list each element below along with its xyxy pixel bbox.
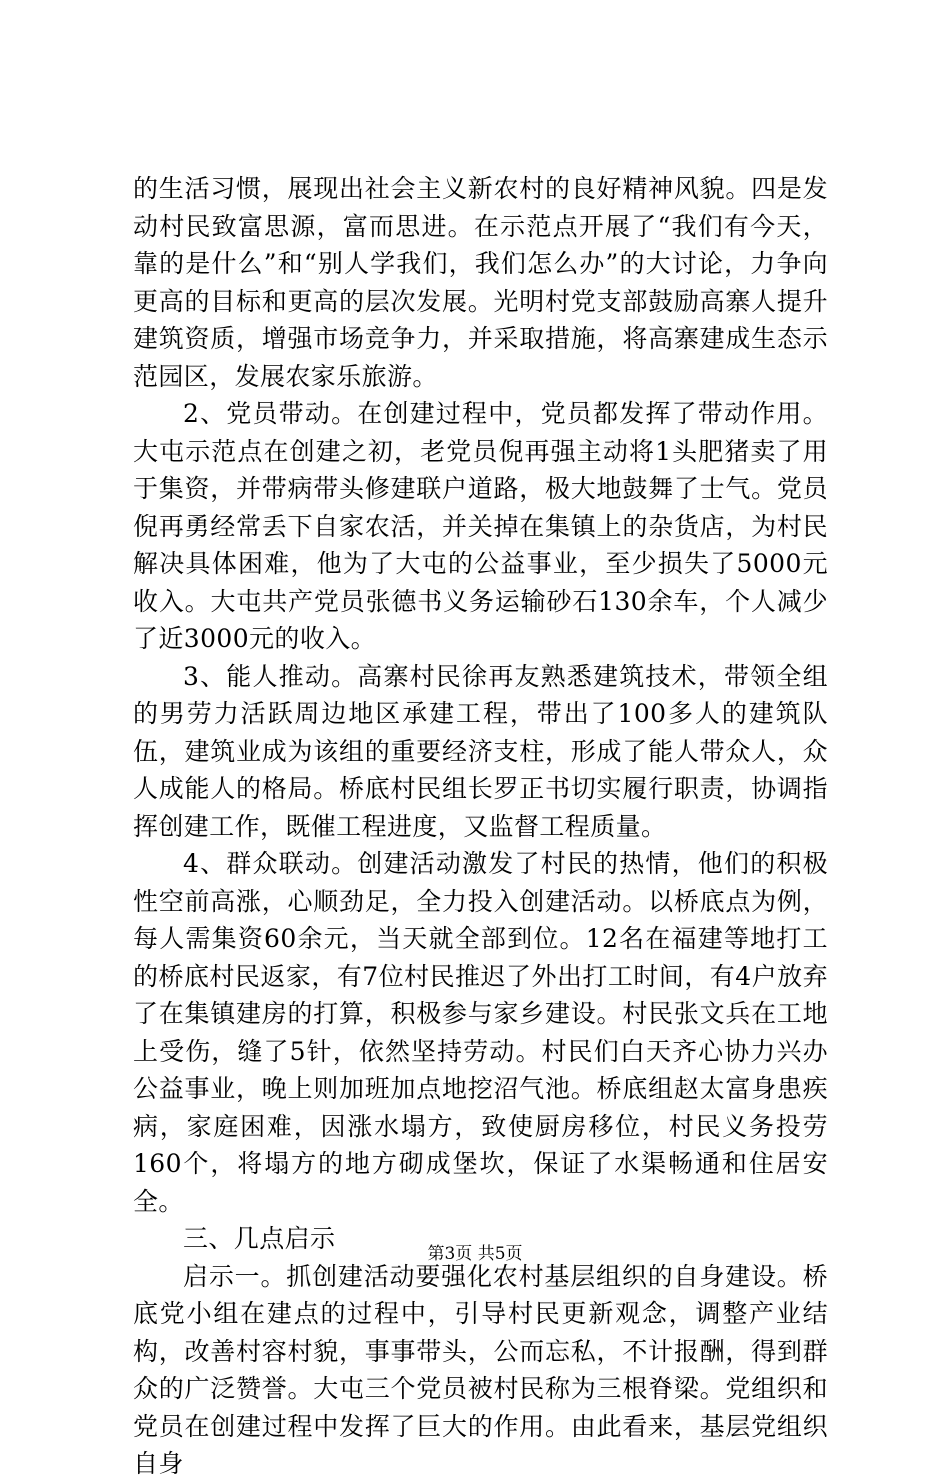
page-footer: 第3页 共5页: [427, 1244, 523, 1264]
section-heading-insights: 三、几点启示: [183, 1224, 336, 1253]
paragraph-continuation: 的生活习惯，展现出社会主义新农村的良好精神风貌。四是发动村民致富思源，富而思进。在示范点开展了“我们有今天，靠的是什么”和“别人学我们，我们怎么办”的大讨论，力争向更高的目标和更高的层次发展。光明村党支部鼓励高寨人提升建筑资质，增强市场竞争力，并采取措施，将高寨建成生态示范园区，发展农家乐旅游。: [133, 174, 828, 391]
paragraph-insight-one: 启示一。抓创建活动要强化农村基层组织的自身建设。桥底党小组在建点的过程中，引导村民更新观念，调整产业结构，改善村容村貌，事事带头，公而忘私，不计报酬，得到群众的广泛赞誉。大屯三个党员被村民称为三根脊梁。党组织和党员在创建过程中发挥了巨大的作用。由此看来，基层党组织自身: [133, 1261, 828, 1478]
document-body: [133, 170, 828, 1483]
paragraph-party-member-lead: 2、党员带动。在创建过程中，党员都发挥了带动作用。大屯示范点在创建之初，老党员倪再强主动将1头肥猪卖了用于集资，并带病带头修建联户道路，极大地鼓舞了士气。党员倪再勇经常丢下自家农活，并关掉在集镇上的杂货店，为村民解决具体困难，他为了大屯的公益事业，至少损失了5000元收入。大屯共产党员张德书义务运输砂石130余车，个人减少了近3000元的收入。: [133, 399, 828, 653]
paragraph-capable-person-push: 3、能人推动。高寨村民徐再友熟悉建筑技术，带领全组的男劳力活跃周边地区承建工程，带出了100多人的建筑队伍，建筑业成为该组的重要经济支柱，形成了能人带众人，众人成能人的格局。桥底村民组长罗正书切实履行职责，协调指挥创建工作，既催工程进度，又监督工程质量。: [133, 661, 828, 841]
paragraph-mass-participation: 4、群众联动。创建活动激发了村民的热情，他们的积极性空前高涨，心顺劲足，全力投入创建活动。以桥底点为例，每人需集资60余元，当天就全部到位。12名在福建等地打工的桥底村民返家，有7位村民推迟了外出打工时间，有4户放弃了在集镇建房的打算，积极参与家乡建设。村民张文兵在工地上受伤，缝了5针，依然坚持劳动。村民们白天齐心协力兴办公益事业，晚上则加班加点地挖沼气池。桥底组赵太富身患疾病，家庭困难，因涨水塌方，致使厨房移位，村民义务投劳160个，将塌方的地方砌成堡坎，保证了水渠畅通和住居安全。: [133, 849, 828, 1216]
